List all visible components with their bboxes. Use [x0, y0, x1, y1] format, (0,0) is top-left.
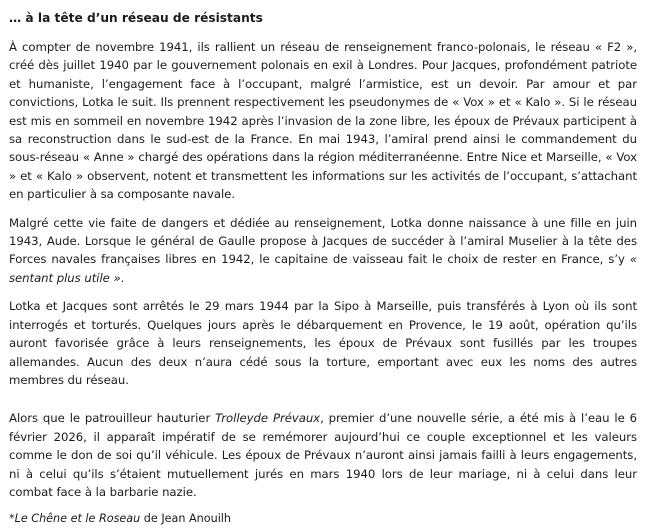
paragraph-network: À compter de novembre 1941, ils rallient un réseau de renseignement franco-polonais, le réseau « F2 », créé dès juillet 1940 par le gouvernement polonais en exil à Londres. Pour Jacques, profondément patriote et humaniste, l’engagement face à l’occupant, malgré l’armistice, est un devoir. Par amour et par convictions, Lotka le suit. Ils prennent respectivement les pseudonymes de « Vox » et « Kalo ». Si le réseau est mis en sommeil en novembre 1942 après l’invasion de la zone libre, les époux de Prévaux participent à sa reconstruction dans le sud-est de la France. En mai 1943, l’amiral prend ainsi le commandement du sous-réseau « Anne » chargé des opérations dans la région méditerranéenne. Entre Nice et Marseille, « Vox » et « Kalo » observent, notent et transmettent les informations sur les activités de l’occupant, s’attachant en particulier à sa composante navale. [9, 40, 637, 202]
paragraph-daughter-text: Malgré cette vie faite de dangers et dédiée au renseignement, Lotka donne naissance à une fille en juin 1943, Aude. Lorsque le général de Gaulle propose à Jacques de succéder à l’amiral Muselier à la tête des Forces navales françaises libres en 1942, le capitaine de vaisseau fait le choix de rester en France, s’y [9, 215, 637, 267]
footnote [9, 511, 637, 527]
paragraph-patrol-ship-start: Alors que le patrouilleur hauturier [9, 411, 216, 426]
paragraph-arrest: Lotka et Jacques sont arrêtés le 29 mars 1944 par la Sipo à Marseille, puis transférés à Lyon où ils sont interrogés et torturés. Quelques jours après le débarquement en Provence, le 19 août, opération qu’ils auront favorisée grâce à leurs renseignements, les époux de Prévaux sont fusillés par les troupes allemandes. Aucun des deux n’aura cédé sous la torture, emportant avec eux les noms des autres membres du réseau. [9, 299, 637, 387]
footnote-author: de Jean Anouilh [140, 512, 232, 526]
footnote-title: Le Chêne et le Roseau [14, 512, 141, 526]
paragraph-patrol-ship-rest: , premier d’une nouvelle série, a été mis à l’eau le 6 février 2026, il apparaît impératif de se remémorer aujourd’hui ce couple exceptionnel et les valeurs comme le don de soi qu’il véhicule. Les époux de Prévaux n’auront ainsi jamais failli à leurs engagements, ni à celui qu’ils s’étaient mutuellement jurés en mars 1940 lors de leur mariage, ni à celui dans leur combat face à la barbarie nazie. [9, 411, 637, 499]
footnote-star: * [9, 512, 15, 526]
quote-sentant-plus-utile: « sentant plus utile » [9, 252, 637, 285]
paragraph-patrol-ship [9, 409, 637, 501]
paragraph-daughter [9, 214, 637, 288]
section-heading: … à la tête d’un réseau de résistants [9, 11, 263, 25]
paragraph-daughter-end: . [120, 270, 125, 285]
ship-name: Trolleyde Prévaux [215, 411, 321, 426]
